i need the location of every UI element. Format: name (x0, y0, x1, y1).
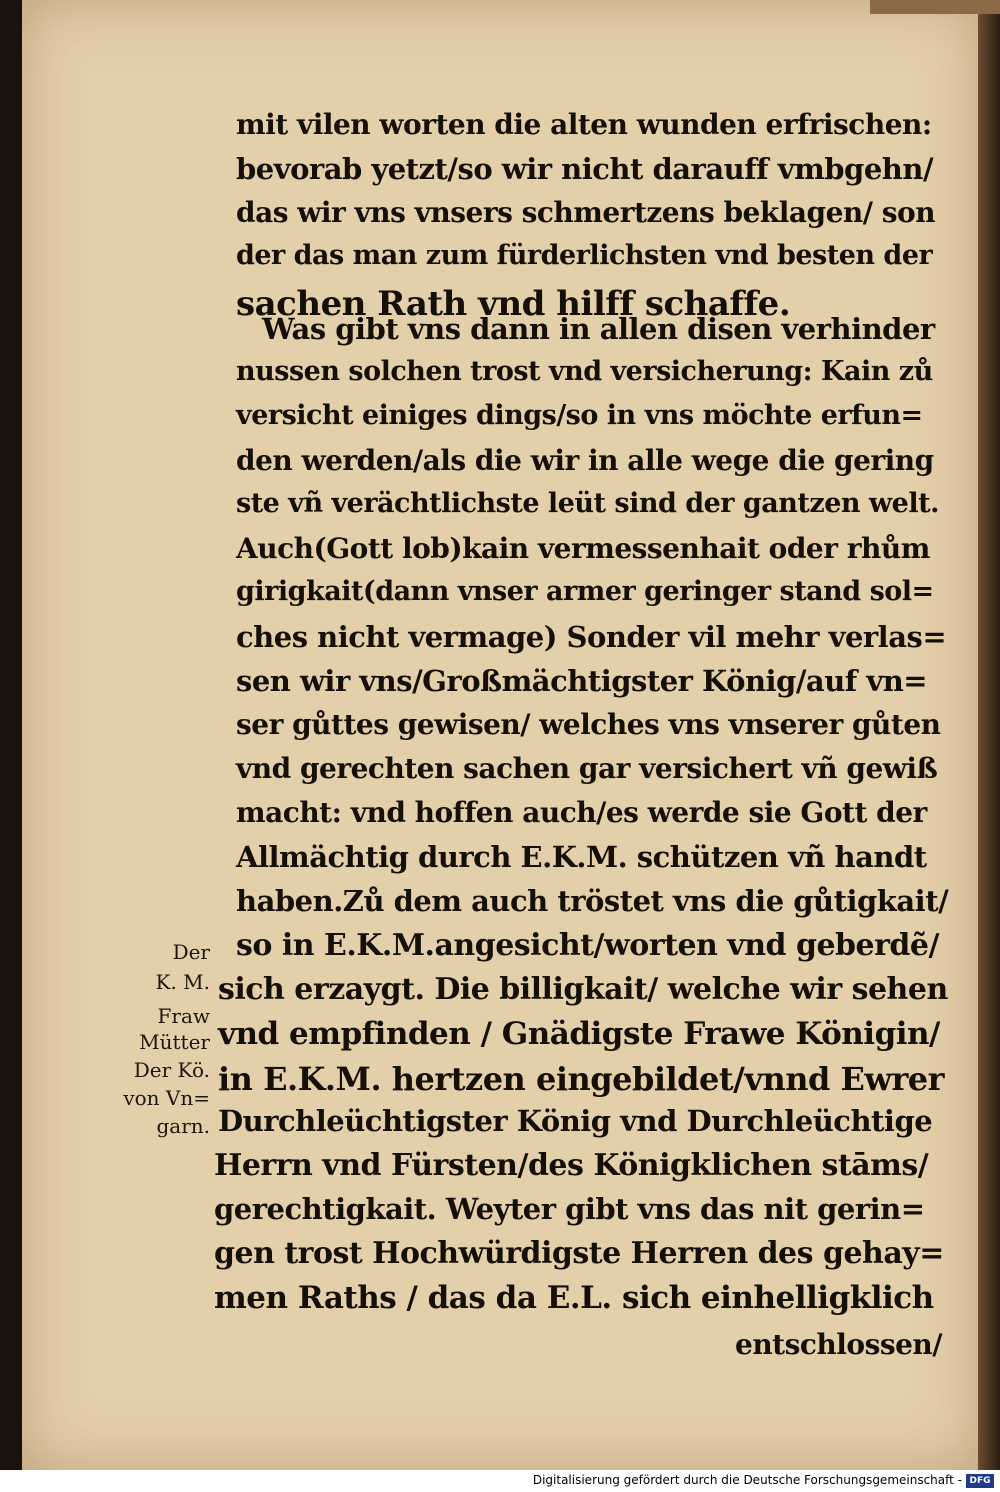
text-line: bevorab yetzt/so wir nicht darauff vmbgehn/ (236, 152, 934, 186)
text-line: Allmächtig durch E.K.M. schützen vñ handt (236, 840, 927, 874)
text-line: gerechtigkait. Weyter gibt vns das nit gerin= (214, 1192, 925, 1226)
text-line: Auch(Gott lob)kain vermessenhait oder rhům (236, 532, 930, 565)
margin-note-line: K. M. (155, 970, 210, 994)
text-line: sachen Rath vnd hilff schaffe. (236, 284, 791, 324)
margin-note-line: Der (172, 940, 210, 964)
text-line: den werden/als die wir in alle wege die gering (236, 444, 934, 477)
text-line: Durchleüchtigster König vnd Durchleüchtige (218, 1104, 933, 1138)
text-line: nussen solchen trost vnd versicherung: Kain zů (236, 356, 933, 387)
text-line: sich erzaygt. Die billigkait/ welche wir sehen (218, 972, 948, 1007)
text-line: gen trost Hochwürdigste Herren des gehay= (214, 1236, 944, 1271)
text-line: der das man zum fürderlichsten vnd besten der (236, 240, 933, 271)
text-line: Was gibt vns dann in allen disen verhinder (262, 312, 935, 346)
text-line: so in E.K.M.angesicht/worten vnd geberdẽ/ (236, 928, 939, 963)
binding-tab (870, 0, 1000, 14)
text-line: Herrn vnd Fürsten/des Königklichen stāms/ (214, 1148, 929, 1183)
text-line: ser gůttes gewisen/ welches vns vnserer gůten (236, 708, 941, 741)
text-line: mit vilen worten die alten wunden erfrischen: (236, 108, 932, 141)
text-line: ches nicht vermage) Sonder vil mehr verlas= (236, 620, 947, 654)
text-line: das wir vns vnsers schmertzens beklagen/ son (236, 196, 936, 229)
margin-note-line: von Vn= (123, 1086, 210, 1110)
text-line: macht: vnd hoffen auch/es werde sie Gott der (236, 796, 927, 829)
catchword: entschlossen/ (735, 1328, 943, 1361)
margin-note-line: garn. (156, 1114, 210, 1138)
text-line: ste vñ verächtlichste leüt sind der gantzen welt. (236, 488, 939, 519)
text-line: men Raths / das da E.L. sich einhelligklich (214, 1280, 934, 1316)
page-edge (978, 0, 1000, 1470)
margin-note-line: Mütter (139, 1030, 210, 1054)
text-line: girigkait(dann vnser armer geringer stand sol= (236, 576, 934, 607)
footer-bar (0, 1470, 1000, 1492)
footer-credit: Digitalisierung gefördert durch die Deutsche Forschungsgemeinschaft - (532, 1473, 962, 1487)
text-line: vnd empfinden / Gnädigste Frawe Königin/ (218, 1016, 940, 1052)
margin-note-line: Der Kö. (133, 1058, 210, 1082)
text-line: in E.K.M. hertzen eingebildet/vnnd Ewrer (218, 1060, 945, 1098)
dfg-logo[interactable]: DFG (966, 1474, 994, 1488)
margin-note-line: Fraw (157, 1004, 210, 1028)
text-line: vnd gerechten sachen gar versichert vñ gewiß (236, 752, 938, 785)
text-line: versicht einiges dings/so in vns möchte erfun= (236, 400, 923, 431)
text-line: sen wir vns/Großmächtigster König/auf vn= (236, 664, 928, 698)
text-line: haben.Zů dem auch tröstet vns die gůtigkait/ (236, 884, 949, 918)
